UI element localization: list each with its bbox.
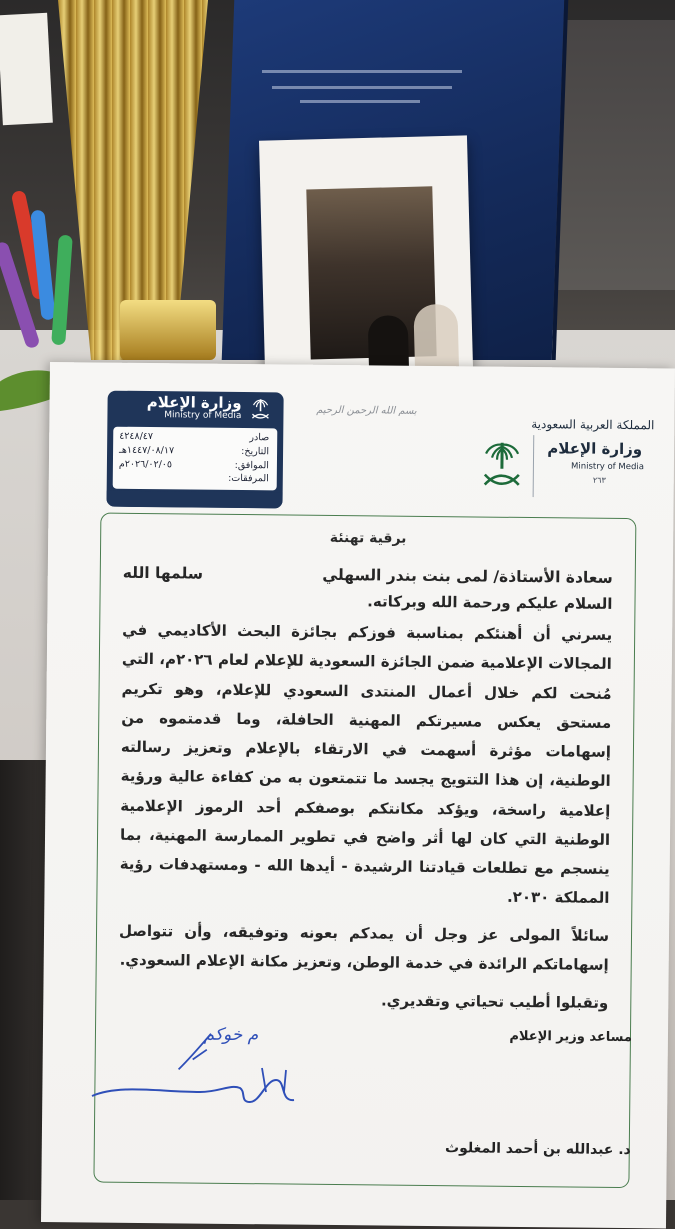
paragraph-congratulation: يسرني أن أهنئكم بمناسبة فوزكم بجائزة البحث الأكاديمي في المجالات الإعلامية ضمن الجائزة السعودية للإعلام لعام ٢٠٢٦م، التي مُنحت لكم خلال أعمال المنتدى السعودي للإعلام، وهو تكريم مستحق يعكس مسيرتكم المهنية الحافلة، وما قدمتموه من إسهامات مؤثرة أسهمت في الارتقاء بالإعلام وتعزيز رسالته الوطنية، إن هذا التتويج يجسد ما تتمتعون به من كفاءة عالية ورؤية إعلامية راسخة، ويؤكد مكانتكم بوصفكم أحد الرموز الإعلامية الوطنية التي كان لها أثر واضح في تطوير الممارسة المهنية، بما ينسجم مع تطلعات قيادتنا الرشيدة - أيدها الله - ومستهدفات رؤية المملكة ٢٠٣٠. (119, 616, 612, 914)
greeting: السلام عليكم ورحمة الله وبركاته. (122, 590, 612, 613)
letter-body (118, 564, 613, 1012)
binder-text-line (272, 86, 452, 89)
letter-subject: برقية تهنئة (101, 528, 635, 550)
palm-swords-emblem-icon (480, 439, 525, 491)
stamp-label: الموافق: (235, 458, 269, 472)
stamp-fields (113, 427, 278, 491)
stamp-ministry-arabic: وزارة الإعلام (147, 395, 242, 412)
sticky-note (0, 13, 53, 125)
stamp-footer (106, 491, 282, 509)
signatory-name: د. عبدالله بن أحمد المغلوث (445, 1140, 631, 1158)
recipient-line (123, 564, 613, 587)
letterhead-number: ٢٦٣ (593, 476, 606, 485)
binder-text-line (262, 70, 462, 73)
basmala: بسم الله الرحمن الرحيم (311, 405, 421, 417)
stamp-value: ٢٠٢٦/٠٢/٠٥م (119, 457, 172, 471)
recipient-name: سعادة الأستاذة/ لمى بنت بندر السهلي (322, 566, 613, 587)
stamp-ministry-english: Ministry of Media (147, 411, 242, 421)
stamp-header (107, 391, 283, 427)
ministry-name-english: Ministry of Media (571, 461, 644, 472)
stamp-titles (147, 395, 242, 421)
signature-block (311, 1027, 632, 1170)
stamp-row (119, 457, 269, 472)
letterhead (414, 416, 655, 509)
handwritten-note-text: م خوكم (204, 1025, 259, 1046)
recipient-blessing: سلمها الله (123, 564, 203, 583)
kingdom-name: المملكة العربية السعودية (531, 417, 654, 432)
gold-trophy-base (120, 300, 216, 360)
photo-frame (259, 135, 473, 372)
ministry-name-arabic: وزارة الإعلام (547, 439, 642, 458)
binder-text-line (300, 100, 420, 103)
closing-line: وتقبلوا أطيب تحياتي وتقديري. (118, 989, 608, 1012)
stamp-label: صادر (249, 431, 269, 445)
paragraph-prayer: سائلاً المولى عز وجل أن يمدكم بعونه وتوفيقه، وأن تتواصل إسهاماتكم الرائدة في خدمة الوطن، وتعزيز مكانة الإعلام السعودي. (119, 916, 610, 980)
stamp-value: ١٤٤٧/٠٨/١٧هـ (119, 443, 174, 457)
letterhead-divider (533, 435, 535, 497)
signatory-title: مساعد وزير الإعلام (312, 1027, 632, 1045)
stamp-row (119, 471, 269, 486)
signature-scribble (90, 1062, 310, 1122)
stamp-label: التاريخ: (241, 445, 269, 459)
stamp-value: ٤٢٤٨/٤٧ (119, 430, 153, 444)
palm-swords-emblem-icon (249, 397, 271, 421)
framed-photo (306, 186, 436, 359)
outgoing-stamp (106, 391, 283, 509)
stamp-label: المرفقات: (228, 472, 269, 486)
